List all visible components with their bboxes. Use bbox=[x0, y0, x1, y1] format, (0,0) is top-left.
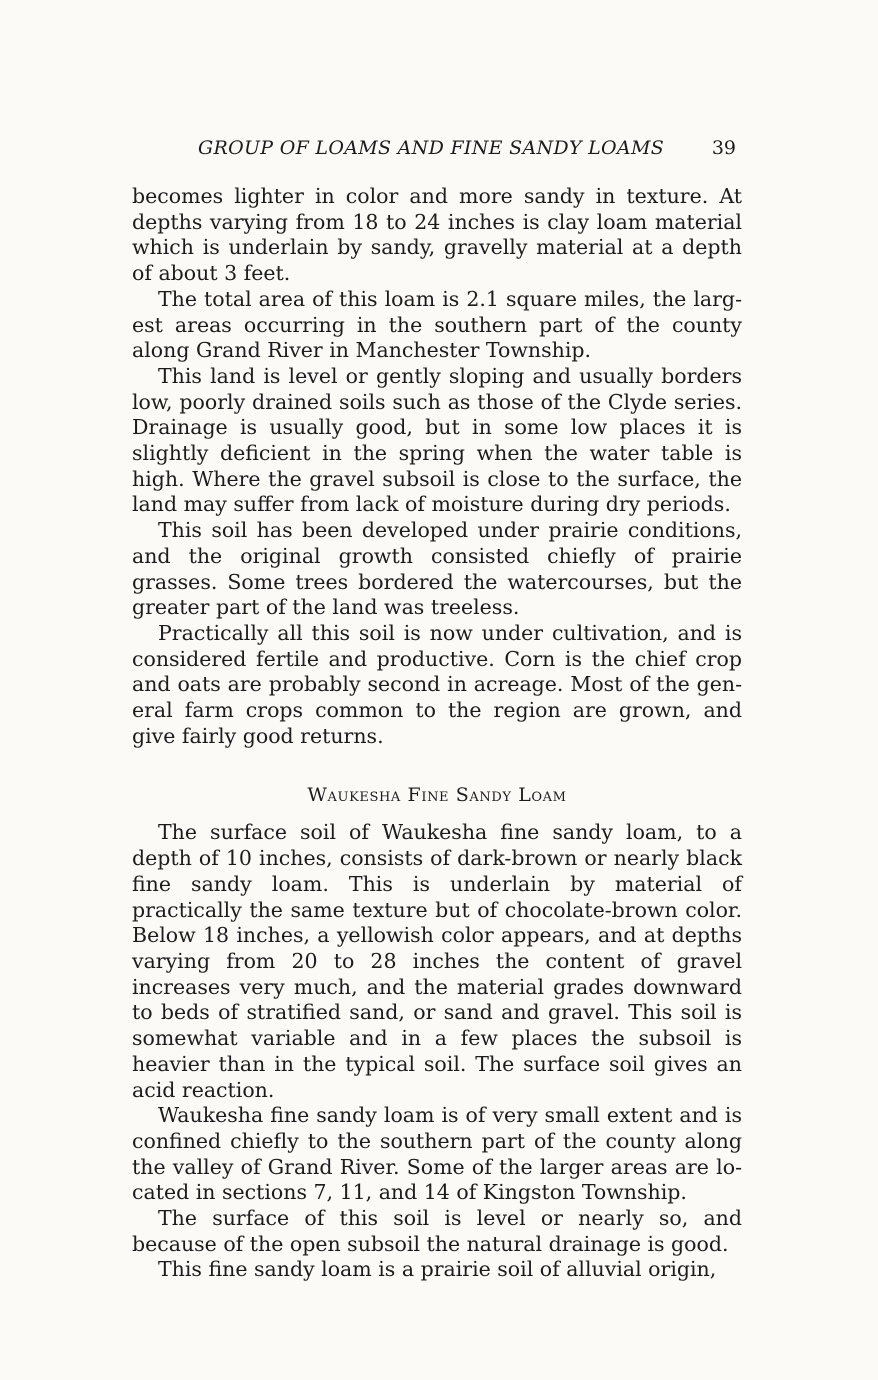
paragraph: Waukesha fine sandy loam is of very small extent and is confined chiefly to the southern part of the county along the valley of Grand River. Some of the larger areas are located in sections 7, 11, and 14 of Kingston Township. bbox=[132, 1103, 742, 1205]
paragraph: The total area of this loam is 2.1 square miles, the largest areas occurring in the southern part of the county along Grand River in Manchester Township. bbox=[132, 286, 742, 363]
paragraph: This soil has been developed under prairie conditions, and the original growth consisted chiefly of prairie grasses. Some trees bordered the watercourses, but the greater part of the land was treeless. bbox=[132, 518, 742, 620]
paragraph: The surface soil of Waukesha fine sandy loam, to a depth of 10 inches, consists of dark-brown or nearly black fine sandy loam. This is underlain by material of practically the same texture but of chocolate-brown color. Below 18 inches, a yellowish color appears, and at depths varying from 20 to 28 inches the content of gravel increases very much, and the material grades downward to beds of stratified sand, or sand and gravel. This soil is somewhat variable and in a few places the subsoil is heavier than in the typical soil. The surface soil gives an acid reaction. bbox=[132, 820, 742, 1102]
paragraph: becomes lighter in color and more sandy in texture. At depths varying from 18 to 24 inches is clay loam material which is underlain by sandy, gravelly material at a depth of about 3 feet. bbox=[132, 184, 742, 286]
paragraph: The surface of this soil is level or nearly so, and because of the open subsoil the natural drainage is good. bbox=[132, 1206, 742, 1256]
body-text bbox=[132, 184, 742, 1283]
section-heading: Waukesha Fine Sandy Loam bbox=[307, 784, 567, 807]
paragraph: This land is level or gently sloping and usually borders low, poorly drained soils such as those of the Clyde series. Drainage is usually good, but in some low places it is slightly deficient in the spring when the water table is high. Where the gravel subsoil is close to the surface, the land may suffer from lack of moisture during dry periods. bbox=[132, 363, 742, 517]
paragraph: Practically all this soil is now under cultivation, and is considered fertile and productive. Corn is the chief crop and oats are probably second in acreage. Most of the general farm crops common to the region are grown, and give fairly good returns. bbox=[132, 620, 742, 748]
running-title: GROUP OF LOAMS AND FINE SANDY LOAMS bbox=[198, 137, 665, 159]
page-number: 39 bbox=[711, 137, 736, 159]
paragraph: This fine sandy loam is a prairie soil of alluvial origin, bbox=[158, 1257, 717, 1282]
